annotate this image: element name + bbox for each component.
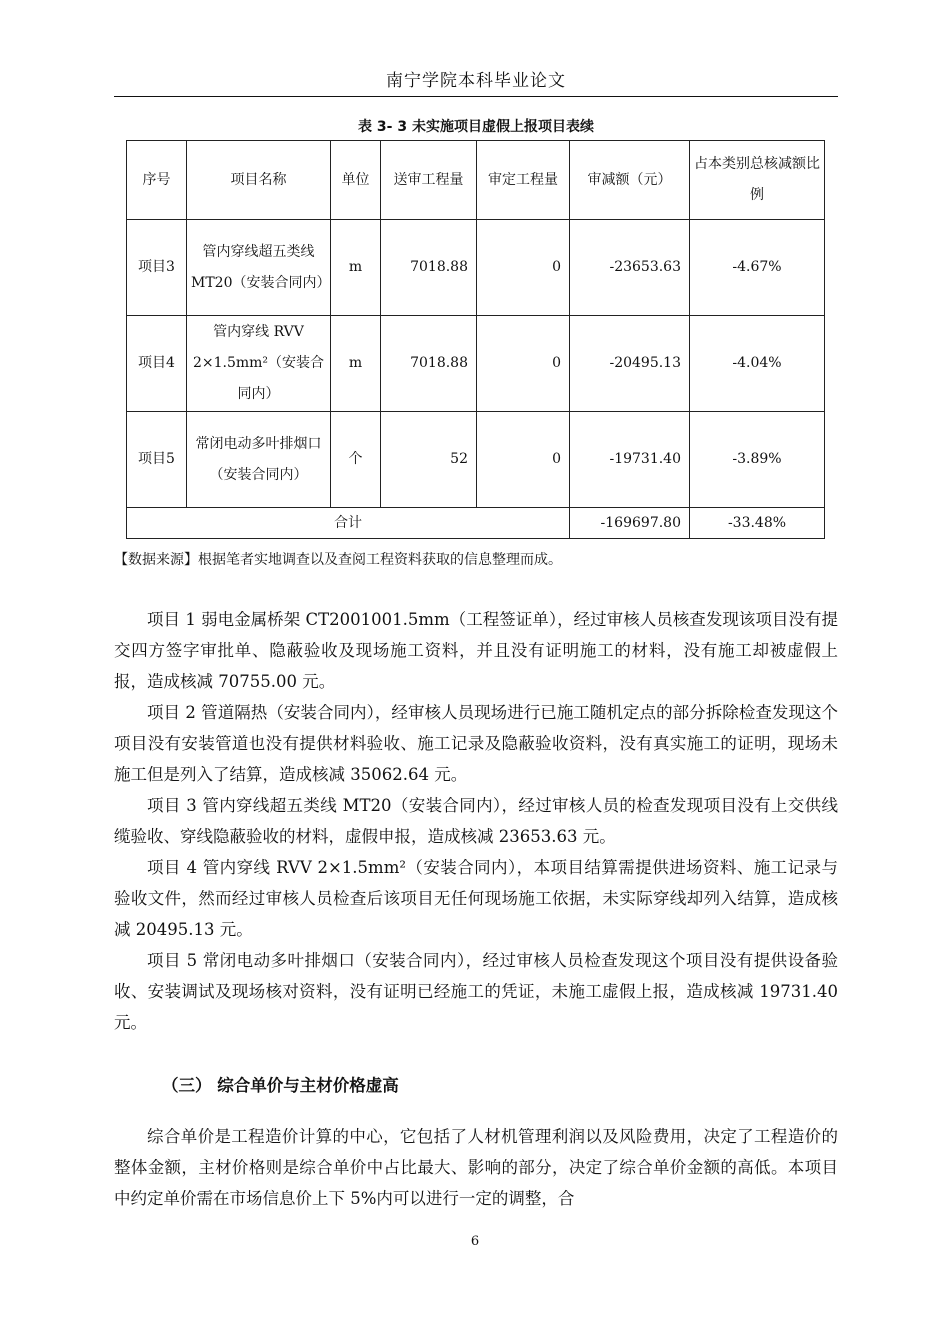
item-number: 项目5 — [127, 412, 187, 508]
table-total-row — [127, 508, 825, 539]
paragraph-item-2: 项目 2 管道隔热（安装合同内），经审核人员现场进行已施工随机定点的部分拆除检查发现这个项目没有安装管道也没有提供材料验收、施工记录及隐蔽验收资料，没有真实施工的证明，现场未施工但是列入了结算，造成核减 35062.64 元。 — [114, 703, 838, 784]
paragraph-item-5: 项目 5 常闭电动多叶排烟口（安装合同内），经过审核人员检查发现这个项目没有提供设备验收、安装调试及现场核对资料，没有证明已经施工的凭证，未施工虚假上报，造成核减 19731.40 元。 — [114, 951, 838, 1032]
column-header: 占本类别总核减额比例 — [690, 141, 825, 220]
approved-quantity: 0 — [477, 412, 570, 508]
submitted-quantity: 7018.88 — [381, 316, 477, 412]
table-header-row — [127, 141, 825, 220]
paragraph-body: 综合单价是工程造价计算的中心，它包括了人材机管理利润以及风险费用，决定了工程造价的整体金额，主材价格则是综合单价中占比最大、影响的部分，决定了综合单价金额的高低。本项目中约定单价需在市场信息价上下 5%内可以进行一定的调整，合 — [114, 1127, 838, 1208]
section-heading: （三） 综合单价与主材价格虚高 — [162, 1076, 399, 1095]
total-label: 合计 — [127, 508, 570, 539]
reduction-ratio: -4.04% — [690, 316, 825, 412]
reduction-ratio: -3.89% — [690, 412, 825, 508]
table-row — [127, 220, 825, 316]
item-name: 管内穿线超五类线 MT20（安装合同内） — [187, 220, 331, 316]
item-unit: m — [331, 316, 381, 412]
submitted-quantity: 52 — [381, 412, 477, 508]
total-ratio: -33.48% — [690, 508, 825, 539]
item-number: 项目3 — [127, 220, 187, 316]
item-number: 项目4 — [127, 316, 187, 412]
column-header: 项目名称 — [187, 141, 331, 220]
item-name: 管内穿线 RVV 2×1.5mm²（安装合同内） — [187, 316, 331, 412]
column-header: 序号 — [127, 141, 187, 220]
reduction-ratio: -4.67% — [690, 220, 825, 316]
approved-quantity: 0 — [477, 220, 570, 316]
page-header: 南宁学院本科毕业论文 — [386, 71, 566, 91]
paragraph-item-1: 项目 1 弱电金属桥架 CT2001001.5mm（工程签证单），经过审核人员核查发现该项目没有提交四方签字审批单、隐蔽验收及现场施工资料，并且没有证明施工的材料，没有施工却被虚假上报，造成核减 70755.00 元。 — [114, 610, 838, 691]
paragraph-item-3: 项目 3 管内穿线超五类线 MT20（安装合同内），经过审核人员的检查发现项目没有上交供线缆验收、穿线隐蔽验收的材料，虚假申报，造成核减 23653.63 元。 — [114, 796, 838, 846]
reduction-amount: -19731.40 — [570, 412, 690, 508]
item-name: 常闭电动多叶排烟口（安装合同内） — [187, 412, 331, 508]
column-header: 审定工程量 — [477, 141, 570, 220]
page-number: 6 — [470, 1234, 480, 1249]
data-source-note: 【数据来源】根据笔者实地调查以及查阅工程资料获取的信息整理而成。 — [114, 552, 562, 568]
approved-quantity: 0 — [477, 316, 570, 412]
table-caption: 表 3- 3 未实施项目虚假上报项目表续 — [358, 119, 594, 135]
item-unit: 个 — [331, 412, 381, 508]
table-row — [127, 316, 825, 412]
table-row — [127, 412, 825, 508]
column-header: 单位 — [331, 141, 381, 220]
column-header: 送审工程量 — [381, 141, 477, 220]
item-unit: m — [331, 220, 381, 316]
column-header: 审减额（元） — [570, 141, 690, 220]
header-divider — [114, 96, 838, 97]
paragraph-item-4: 项目 4 管内穿线 RVV 2×1.5mm²（安装合同内），本项目结算需提供进场资料、施工记录与验收文件，然而经过审核人员检查后该项目无任何现场施工依据，未实际穿线却列入结算，造成核减 20495.13 元。 — [114, 858, 838, 939]
submitted-quantity: 7018.88 — [381, 220, 477, 316]
reduction-amount: -23653.63 — [570, 220, 690, 316]
reduction-amount: -20495.13 — [570, 316, 690, 412]
total-reduction: -169697.80 — [570, 508, 690, 539]
audit-table — [126, 140, 825, 539]
